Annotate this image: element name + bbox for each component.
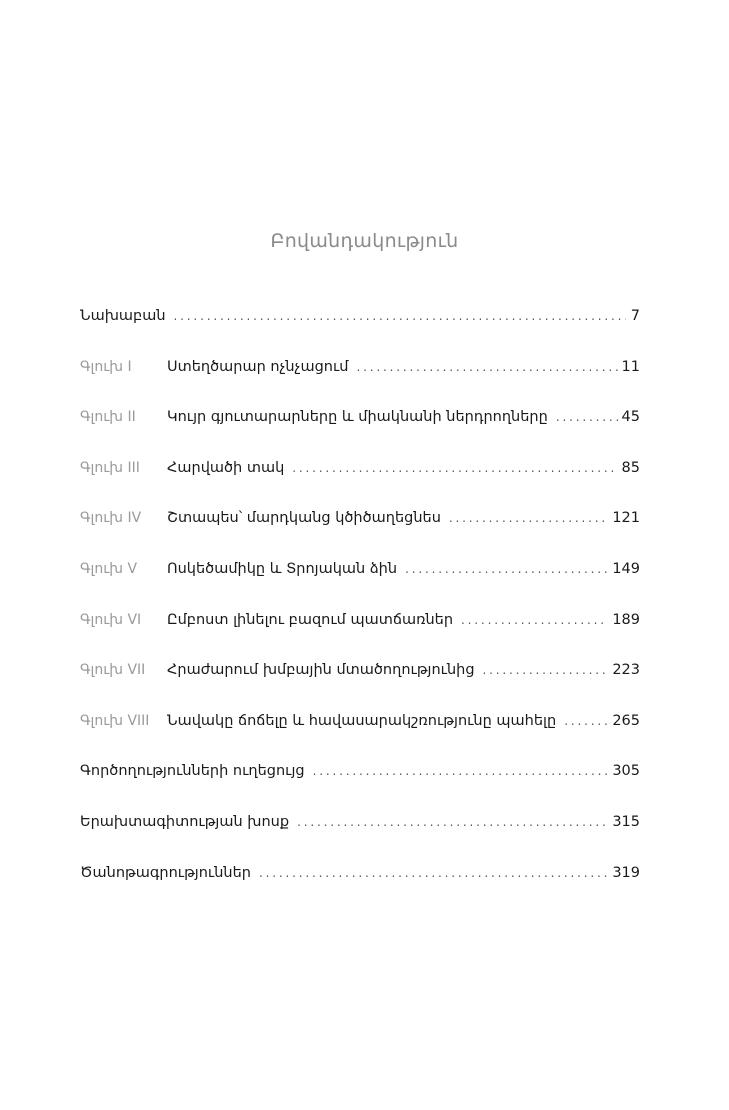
toc-entry-action-guide[interactable] (80, 763, 640, 814)
toc-entry-page: 149 (612, 560, 640, 577)
toc-chapter-label: Գլուխ VII (80, 662, 146, 679)
toc-entry-page: 11 (621, 358, 640, 375)
toc-chapter-label: Գլուխ I (80, 358, 132, 375)
dot-leader (174, 309, 626, 323)
toc-chapter-label: Գլուխ VI (80, 611, 142, 628)
toc-entry-chapter-4[interactable] (80, 510, 640, 561)
dot-leader (313, 764, 609, 778)
toc-entry-page: 305 (612, 763, 640, 780)
toc-entry-page: 121 (612, 510, 640, 527)
page-title: Բովանդակություն (270, 230, 459, 252)
dot-leader (292, 461, 617, 475)
toc-entry-chapter-1[interactable] (80, 359, 640, 410)
toc-entry-page: 189 (612, 611, 640, 628)
dot-leader (297, 815, 608, 829)
toc-entry-chapter-7[interactable] (80, 662, 640, 713)
toc-entry-title: Գործողությունների ուղեցույց (80, 763, 305, 780)
toc-entry-preface[interactable] (80, 308, 640, 359)
toc-entry-title: Նախաբան (80, 308, 166, 324)
toc-entry-title: Նավակը ճոճելը և հավասարակշռությունը պահելը (167, 712, 557, 729)
toc-entry-title: Ծանոթագրություններ (80, 864, 251, 881)
toc-chapter-label: Գլուխ III (80, 459, 140, 476)
table-of-contents (80, 308, 640, 915)
toc-chapter-label: Գլուխ VIII (80, 712, 150, 729)
dot-leader (556, 410, 618, 424)
toc-chapter-label: Գլուխ IV (80, 510, 142, 527)
dot-leader (483, 663, 609, 677)
toc-entry-title: Ըմբոստ լինելու բազում պատճառներ (167, 611, 454, 628)
dot-leader (405, 562, 608, 576)
toc-entry-title: Հարվածի տակ (167, 459, 285, 476)
toc-chapter-label: Գլուխ V (80, 560, 138, 577)
toc-entry-title: Կույր գյուտարարները և միակնանի ներդրողները (167, 409, 548, 426)
toc-entry-chapter-5[interactable] (80, 561, 640, 612)
toc-entry-page: 45 (621, 409, 640, 426)
dot-leader (449, 511, 608, 525)
dot-leader (564, 714, 608, 728)
toc-entry-title: Շտապես՝ մարդկանց կծիծաղեցնես (167, 510, 441, 527)
toc-entry-acknowledgments[interactable] (80, 814, 640, 865)
toc-entry-chapter-2[interactable] (80, 409, 640, 460)
toc-entry-page: 7 (630, 308, 640, 324)
dot-leader (356, 360, 617, 374)
toc-entry-chapter-3[interactable] (80, 460, 640, 511)
toc-entry-page: 223 (612, 662, 640, 679)
dot-leader (259, 866, 608, 880)
toc-entry-notes[interactable] (80, 865, 640, 916)
dot-leader (461, 613, 608, 627)
toc-entry-page: 265 (612, 712, 640, 729)
toc-chapter-label: Գլուխ II (80, 409, 136, 426)
toc-entry-chapter-8[interactable] (80, 713, 640, 764)
toc-entry-page: 319 (612, 864, 640, 881)
toc-entry-page: 85 (621, 459, 640, 476)
toc-entry-title: Հրաժարում խմբային մտածողությունից (167, 662, 475, 679)
toc-entry-title: Ստեղծարար ոչնչացում (167, 358, 349, 375)
toc-entry-title: Երախտագիտության խոսք (80, 813, 290, 830)
toc-entry-page: 315 (612, 813, 640, 830)
toc-entry-chapter-6[interactable] (80, 612, 640, 663)
toc-entry-title: Ոսկեծամիկը և Տրոյական ձին (167, 560, 398, 577)
